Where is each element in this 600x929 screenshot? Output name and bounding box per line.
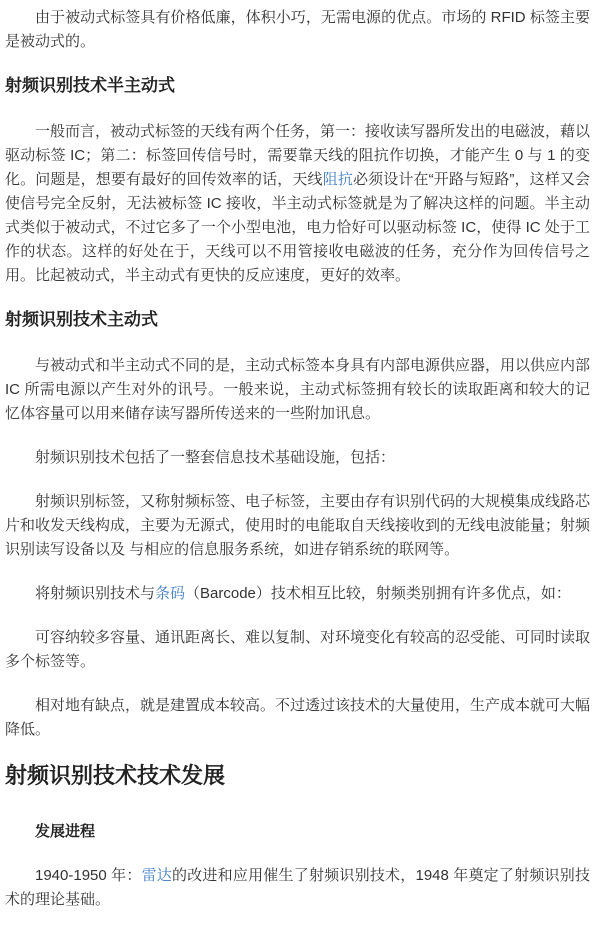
text-run: 射频识别技术主动式 [5,310,158,329]
heading-technology-development [5,762,590,790]
barcode-link[interactable]: 条码 [155,585,186,602]
paragraph-advantages [5,626,590,674]
heading-active [5,308,590,332]
text-run: 的改进和应用催生了射频识别技术，1948 年奠定了射频识别技术的理论基础。 [5,867,590,908]
text-run: 必须设计在“开路与短路”，这样又会使信号完全反射，无法被标签 IC 接收，半主动式标签就是为了解决这样的问题。半主动式类似于被动式，不过它多了一个小型电池，电力恰好可以驱动标签 IC，使得 IC 处于工作的状态。这样的好处在于，天线可以不用管接收电磁波的任务，充分作为回传信号之用。比起被动式，半主动式有更快的反应速度，更好的效率。 [5,171,590,284]
heading-semi-active [5,74,590,98]
text-run: 射频识别标签，又称射频标签、电子标签，主要由存有识别代码的大规模集成线路芯片和收发天线构成，主要为无源式，使用时的电能取自天线接收到的无线电波能量；射频识别读写设备以及 与相应的信息服务系统，如进存销系统的联网等。 [5,493,591,558]
paragraph-barcode-comparison [5,582,590,606]
text-run: 将射频识别技术与 [35,585,156,602]
text-run: 1940-1950 年： [35,867,142,884]
paragraph-1940-1950 [5,864,590,912]
text-run: 相对地有缺点，就是建置成本较高。不过透过该技术的大量使用，生产成本就可大幅降低。 [5,697,591,738]
text-run: 发展进程 [35,823,96,840]
paragraph-semi-active [5,120,590,288]
text-run: 与被动式和半主动式不同的是，主动式标签本身具有内部电源供应器，用以供应内部 IC 所需电源以产生对外的讯号。一般来说，主动式标签拥有较长的读取距离和较大的记忆体容量可以用来储存读写器所传送来的一些附加讯息。 [5,357,591,422]
paragraph-infrastructure-intro [5,446,590,470]
text-run: 射频识别技术半主动式 [5,76,175,95]
paragraph-passive-summary [5,6,590,54]
text-run: 射频识别技术包括了一整套信息技术基础设施，包括： [35,449,396,466]
heading-development-timeline [5,820,590,844]
article-body [5,6,590,912]
text-run: 射频识别技术技术发展 [5,763,226,788]
paragraph-active [5,354,590,426]
paragraph-disadvantages [5,694,590,742]
text-run: 由于被动式标签具有价格低廉，体积小巧，无需电源的优点。市场的 RFID 标签主要是被动式的。 [5,9,590,50]
paragraph-tag-composition [5,490,590,562]
text-run: 可容纳较多容量、通讯距离长、难以复制、对环境变化有较高的忍受能、可同时读取多个标签等。 [5,629,591,670]
text-run: （Barcode）技术相互比较，射频类别拥有许多优点，如： [185,585,571,602]
radar-link[interactable]: 雷达 [141,867,172,884]
impedance-link[interactable]: 阻抗 [322,171,353,188]
text-run: 一般而言，被动式标签的天线有两个任务，第一：接收读写器所发出的电磁波，藉以驱动标签 IC；第二：标签回传信号时，需要靠天线的阻抗作切换，才能产生 0 与 1 的变化。问题是，想要有最好的回传效率的话，天线 [5,123,591,188]
